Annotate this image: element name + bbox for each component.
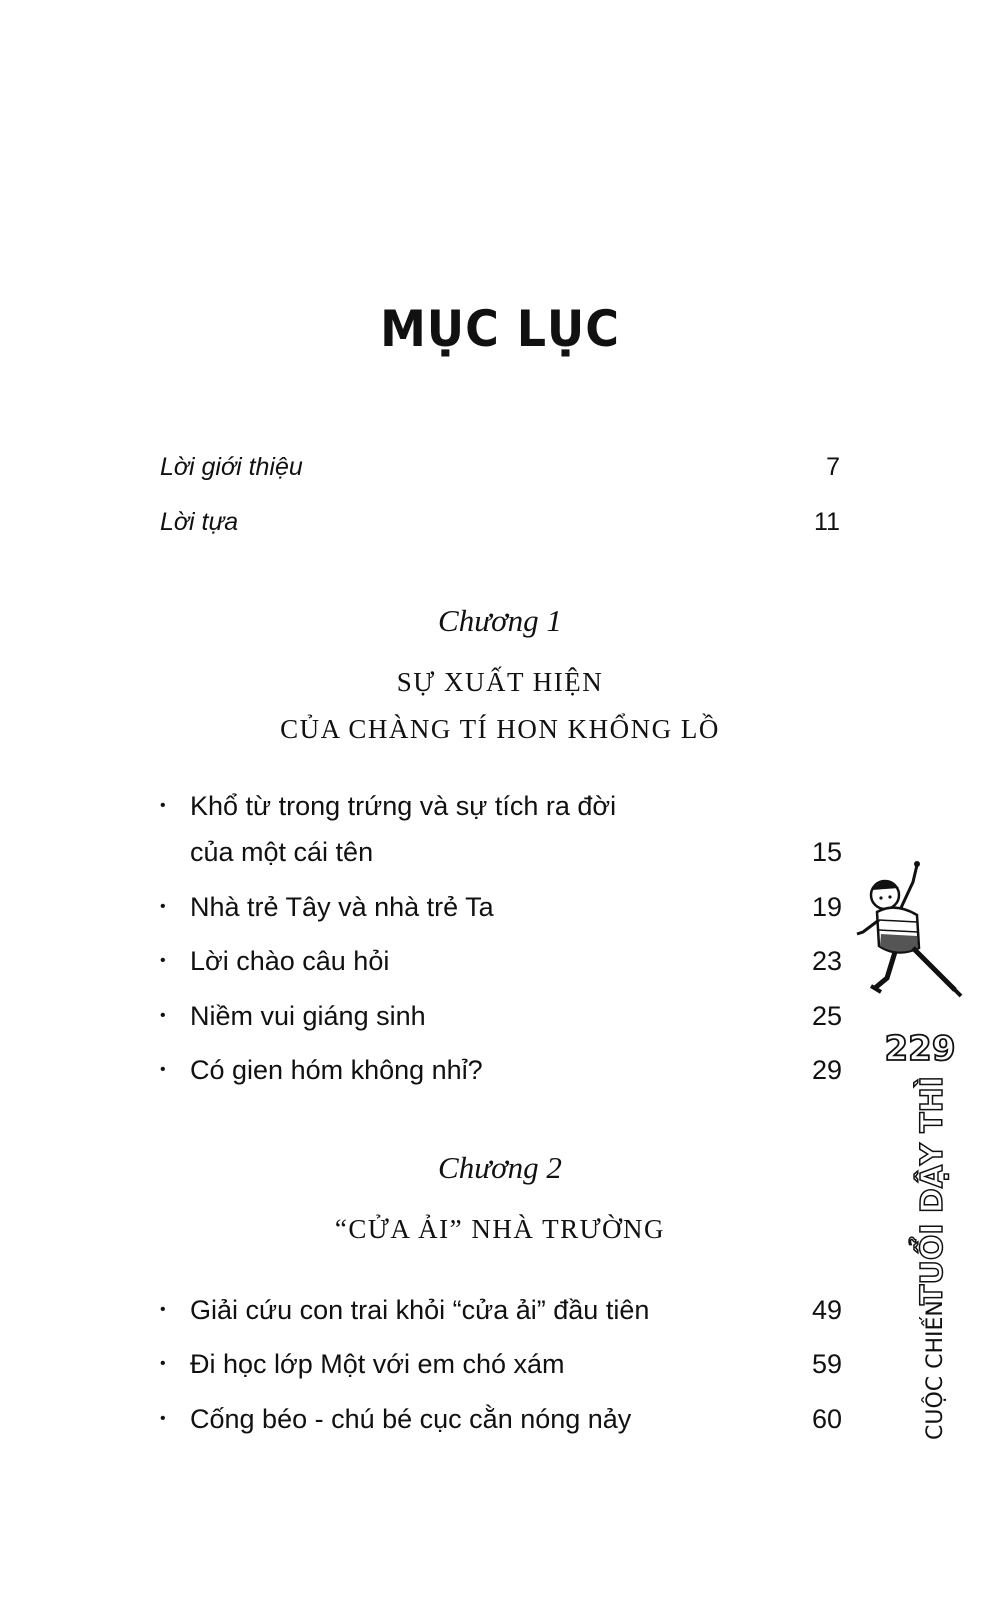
toc-entry[interactable] xyxy=(160,1341,842,1387)
chapter-1-label: Chương 1 xyxy=(438,603,562,638)
book-title-small: CUỘC CHIẾN xyxy=(923,1300,948,1440)
toc-entry-label: Giải cứu con trai khỏi “cửa ải” đầu tiên xyxy=(190,1294,650,1325)
toc-entry-page: 15 xyxy=(811,836,842,867)
page-number: 229 xyxy=(884,1029,956,1069)
toc-entry-page: 49 xyxy=(811,1294,842,1325)
toc-entry-page: 25 xyxy=(811,1000,842,1031)
toc-entry[interactable] xyxy=(160,1396,842,1442)
bullet-icon: • xyxy=(160,1007,166,1024)
side-decoration xyxy=(850,1029,990,1450)
bullet-icon: • xyxy=(160,952,166,969)
toc-entry-label: Nhà trẻ Tây và nhà trẻ Ta xyxy=(190,891,494,922)
toc-entry-preface[interactable] xyxy=(160,502,840,542)
book-title-large: TUỔI DẬY THÌ xyxy=(915,1076,950,1305)
toc-entry-page: 7 xyxy=(826,452,840,481)
toc-entry-label: Lời tựa xyxy=(160,507,239,536)
bullet-icon: • xyxy=(160,1355,166,1372)
bullet-icon: • xyxy=(160,1410,166,1427)
toc-entry-label-continued: của một cái tên xyxy=(190,836,374,867)
toc-entry-label: Lời chào câu hỏi xyxy=(190,945,390,976)
toc-entry-label: Có gien hóm không nhỉ? xyxy=(190,1054,483,1085)
bullet-icon: • xyxy=(160,898,166,915)
toc-entry-label: Niềm vui giáng sinh xyxy=(190,1000,426,1031)
toc-entry[interactable] xyxy=(160,993,842,1039)
toc-entry-page: 60 xyxy=(811,1403,842,1434)
toc-entry[interactable] xyxy=(160,783,842,875)
toc-entry-label: Khổ từ trong trứng và sự tích ra đời xyxy=(190,790,617,821)
toc-entry-page: 29 xyxy=(811,1054,842,1085)
bullet-icon: • xyxy=(160,1061,166,1078)
page-title: MỤC LỤC xyxy=(380,300,620,358)
toc-entry-label: Đi học lớp Một với em chó xám xyxy=(190,1348,565,1379)
toc-entry-page: 59 xyxy=(811,1348,842,1379)
chapter-2-label: Chương 2 xyxy=(438,1150,562,1185)
bullet-icon: • xyxy=(160,797,166,814)
toc-entry-page: 11 xyxy=(814,507,840,536)
toc-entry[interactable] xyxy=(160,1287,842,1333)
chapter-1-title-line2: CỦA CHÀNG TÍ HON KHỔNG LỒ xyxy=(280,714,720,744)
chapter-2-title: “CỬA ẢI” NHÀ TRƯỜNG xyxy=(334,1214,666,1244)
page-sidebar xyxy=(850,1029,990,1450)
toc-entry[interactable] xyxy=(160,1047,842,1093)
toc-entry-label: Lời giới thiệu xyxy=(160,452,303,481)
toc-entry-intro[interactable] xyxy=(160,447,840,487)
toc-entry-label: Cống béo - chú bé cục cằn nóng nảy xyxy=(190,1403,632,1434)
toc-entry[interactable] xyxy=(160,884,842,930)
toc-entry-page: 19 xyxy=(811,891,842,922)
bullet-icon: • xyxy=(160,1301,166,1318)
chapter-1-title-line1: SỰ XUẤT HIỆN xyxy=(396,667,604,697)
toc-entry[interactable] xyxy=(160,938,842,984)
running-boy-illustration xyxy=(855,860,965,1010)
toc-entry-page: 23 xyxy=(811,945,842,976)
